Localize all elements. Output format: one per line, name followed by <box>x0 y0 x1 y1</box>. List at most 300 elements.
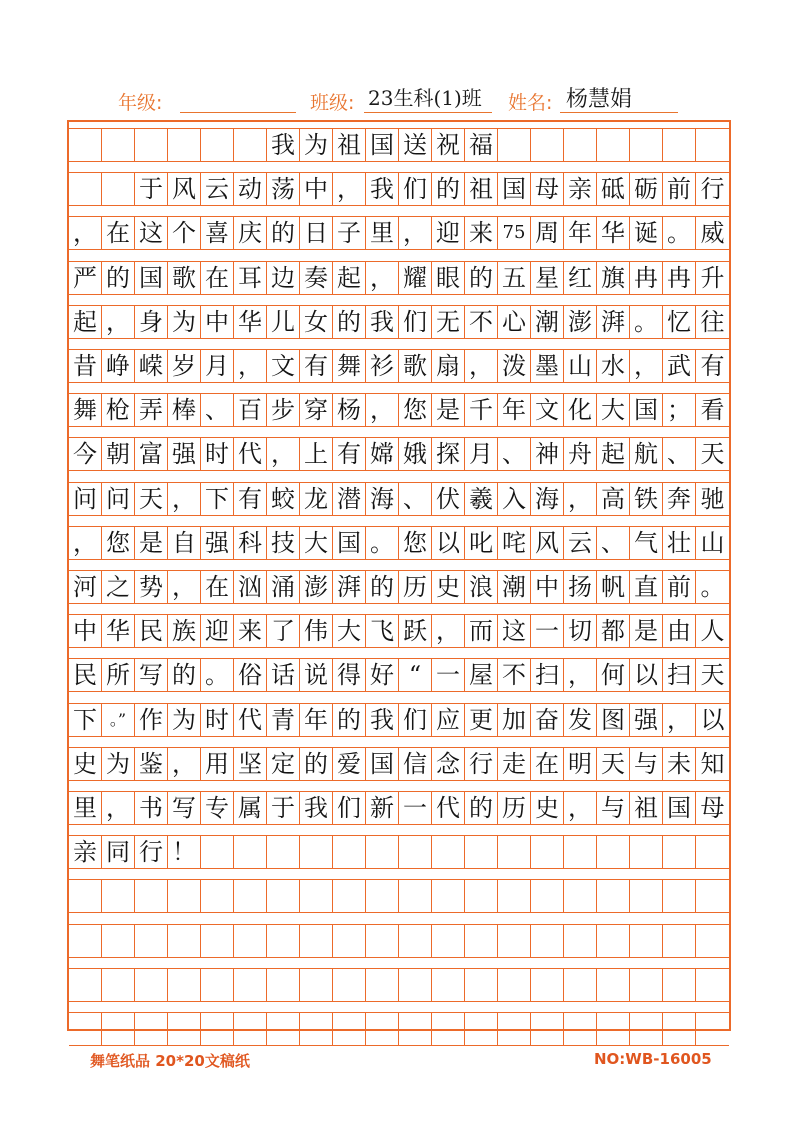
grid-cell: 话 <box>267 659 300 691</box>
grid-cell: 。 <box>201 659 234 691</box>
grid-cell: 文 <box>531 394 564 426</box>
grid-cell: 嵘 <box>135 350 168 382</box>
grid-cell: 砺 <box>630 173 663 205</box>
grid-cell: 国 <box>630 394 663 426</box>
grid-cell: 子 <box>333 217 366 249</box>
class-underline <box>364 112 492 113</box>
grid-cell <box>300 1013 333 1045</box>
grid-cell <box>465 880 498 912</box>
grid-cell <box>135 969 168 1001</box>
grid-cell: 荡 <box>267 173 300 205</box>
grid-cell: 国 <box>663 792 696 824</box>
grid-cell: 属 <box>234 792 267 824</box>
grid-cell: 航 <box>630 438 663 470</box>
grid-cell: 湃 <box>333 571 366 603</box>
grid-cell <box>69 173 102 205</box>
grid-cell: 天 <box>597 748 630 780</box>
grid-cell <box>432 880 465 912</box>
title-cell <box>630 129 663 161</box>
grid-cell: ， <box>168 483 201 515</box>
grid-cell: 我 <box>300 792 333 824</box>
grid-cell: 与 <box>630 748 663 780</box>
grid-cell: 起 <box>333 262 366 294</box>
grid-cell: 湃 <box>597 306 630 338</box>
grid-cell <box>102 880 135 912</box>
grid-cell <box>168 1013 201 1045</box>
grid-row <box>69 703 729 737</box>
grid-cell <box>201 969 234 1001</box>
grid-cell: 切 <box>564 615 597 647</box>
grid-row <box>69 570 729 604</box>
grid-cell <box>102 1013 135 1045</box>
grid-cell: 水 <box>597 350 630 382</box>
grid-cell: 潮 <box>498 571 531 603</box>
grid-cell: ， <box>663 704 696 736</box>
grid-cell: 山 <box>564 350 597 382</box>
grid-cell: 武 <box>663 350 696 382</box>
grid-cell <box>234 880 267 912</box>
grid-cell: 云 <box>564 527 597 559</box>
grid-cell <box>465 836 498 868</box>
grid-cell: 都 <box>597 615 630 647</box>
grid-cell: ， <box>564 659 597 691</box>
grid-cell: 国 <box>366 748 399 780</box>
grid-cell: 帆 <box>597 571 630 603</box>
grid-cell: 无 <box>432 306 465 338</box>
grid-cell <box>696 836 729 868</box>
grid-cell: 咤 <box>498 527 531 559</box>
grid-cell <box>399 969 432 1001</box>
grid-cell: 龙 <box>300 483 333 515</box>
manuscript-grid <box>67 120 731 1031</box>
name-value: 杨慧娟 <box>566 87 633 112</box>
grid-cell <box>366 969 399 1001</box>
title-cell <box>564 129 597 161</box>
grid-cell: 亲 <box>564 173 597 205</box>
grid-cell: 耳 <box>234 262 267 294</box>
grid-cell: 中 <box>300 173 333 205</box>
grid-cell: 扫 <box>531 659 564 691</box>
grid-cell: 您 <box>399 394 432 426</box>
class-value: 23生科(1)班 <box>368 86 482 110</box>
grid-cell: 驰 <box>700 484 725 513</box>
grid-cell: 心 <box>498 306 531 338</box>
grid-cell: 得 <box>333 659 366 691</box>
grid-cell: 来 <box>234 615 267 647</box>
grid-cell: 往 <box>700 307 725 336</box>
grid-cell: 千 <box>465 394 498 426</box>
grid-cell: 强 <box>168 438 201 470</box>
grid-cell: 汹 <box>234 571 267 603</box>
title-cell: 福 <box>465 129 498 161</box>
grid-cell: 有 <box>234 483 267 515</box>
grid-cell <box>234 1013 267 1045</box>
grid-cell: 明 <box>564 748 597 780</box>
grid-cell: 喜 <box>201 217 234 249</box>
grid-cell: 。” <box>102 704 135 736</box>
grid-cell: 文 <box>267 350 300 382</box>
title-cell <box>135 129 168 161</box>
grid-cell: 鉴 <box>135 748 168 780</box>
grid-row <box>69 526 729 560</box>
grid-cell: 海 <box>366 483 399 515</box>
grid-cell <box>366 836 399 868</box>
grid-cell: 信 <box>399 748 432 780</box>
grid-cell: 科 <box>234 527 267 559</box>
grid-cell: 一 <box>432 659 465 691</box>
grid-cell: 祖 <box>630 792 663 824</box>
grid-cell <box>597 836 630 868</box>
grid-cell: ， <box>564 792 597 824</box>
grid-cell <box>300 836 333 868</box>
grid-cell <box>531 969 564 1001</box>
grid-cell: 与 <box>597 792 630 824</box>
grid-cell <box>333 969 366 1001</box>
grid-cell: 作 <box>135 704 168 736</box>
grid-cell: 富 <box>135 438 168 470</box>
grid-cell: 扫 <box>663 659 696 691</box>
grid-cell: 知 <box>700 749 725 778</box>
grid-row <box>69 482 729 516</box>
grid-cell <box>498 1013 531 1045</box>
grid-cell <box>663 969 696 1001</box>
grid-cell: 墨 <box>531 350 564 382</box>
grid-cell <box>69 925 102 957</box>
grid-cell: 问 <box>69 483 102 515</box>
grid-cell <box>399 925 432 957</box>
grid-cell: 史 <box>69 748 102 780</box>
grid-row <box>69 393 729 427</box>
grid-cell: 泼 <box>498 350 531 382</box>
grid-cell: 这 <box>135 217 168 249</box>
grid-cell: 我 <box>366 306 399 338</box>
grid-cell: 冉 <box>663 262 696 294</box>
grid-cell: 朝 <box>102 438 135 470</box>
grid-cell: 代 <box>234 438 267 470</box>
grid-cell: ， <box>102 306 135 338</box>
grid-cell: 严 <box>69 262 102 294</box>
grid-cell: 冉 <box>630 262 663 294</box>
grid-cell: 天 <box>700 440 725 469</box>
grid-row <box>69 747 729 781</box>
title-cell <box>69 129 102 161</box>
grid-row <box>69 437 729 471</box>
grid-row <box>69 1012 729 1046</box>
grid-cell: 大 <box>333 615 366 647</box>
grid-cell: 代 <box>234 704 267 736</box>
grid-cell: 历 <box>399 571 432 603</box>
grid-cell: 这 <box>498 615 531 647</box>
grid-cell: 年 <box>564 217 597 249</box>
grid-cell: 壮 <box>663 527 696 559</box>
grid-cell: 的 <box>333 306 366 338</box>
grid-cell: 迎 <box>201 615 234 647</box>
grid-cell: 跃 <box>399 615 432 647</box>
grid-cell: 一 <box>531 615 564 647</box>
grid-cell: 天 <box>700 661 725 690</box>
grid-cell: 风 <box>531 527 564 559</box>
grid-cell: 大 <box>597 394 630 426</box>
grid-cell: 史 <box>432 571 465 603</box>
grid-cell: 更 <box>465 704 498 736</box>
grid-cell <box>597 925 630 957</box>
grid-cell: 以 <box>630 659 663 691</box>
grid-cell: 今 <box>69 438 102 470</box>
grid-cell: 忆 <box>663 306 696 338</box>
grid-cell: 为 <box>168 704 201 736</box>
grid-cell: 歌 <box>168 262 201 294</box>
grid-cell: 一 <box>399 792 432 824</box>
grid-cell <box>333 1013 366 1045</box>
grid-cell: 们 <box>399 704 432 736</box>
grid-cell: 旗 <box>597 262 630 294</box>
grid-cell: ， <box>234 350 267 382</box>
grid-cell: 步 <box>267 394 300 426</box>
grid-cell: 行 <box>700 175 725 204</box>
grid-cell: 族 <box>168 615 201 647</box>
grid-cell: 您 <box>399 527 432 559</box>
grid-cell <box>663 880 696 912</box>
grid-cell: 铁 <box>630 483 663 515</box>
grid-cell: 入 <box>498 483 531 515</box>
grid-cell <box>333 880 366 912</box>
grid-cell: 们 <box>399 173 432 205</box>
grid-cell: 强 <box>201 527 234 559</box>
grid-cell <box>663 1013 696 1045</box>
grid-cell <box>531 1013 564 1045</box>
grid-cell: 中 <box>201 306 234 338</box>
grid-cell: 说 <box>300 659 333 691</box>
paper-code: NO:WB-16005 <box>594 1050 712 1068</box>
grid-cell: 的 <box>333 704 366 736</box>
grid-cell: 发 <box>564 704 597 736</box>
grid-cell: 奋 <box>531 704 564 736</box>
grid-cell: 的 <box>465 792 498 824</box>
grid-cell <box>201 1013 234 1045</box>
title-cell: 祝 <box>432 129 465 161</box>
grid-cell <box>102 173 135 205</box>
grid-cell: 伏 <box>432 483 465 515</box>
grade-underline <box>180 112 296 113</box>
title-cell: 国 <box>366 129 399 161</box>
grid-cell: ； <box>663 394 696 426</box>
grid-cell: 不 <box>498 659 531 691</box>
grid-cell: 有 <box>700 352 725 380</box>
grid-cell: 涌 <box>267 571 300 603</box>
name-label: 姓名: <box>508 92 553 114</box>
paper-brand: 舞笔纸品 20*20文稿纸 <box>90 1052 250 1070</box>
grid-cell: 您 <box>102 527 135 559</box>
grid-cell: 写 <box>168 792 201 824</box>
grid-cell: 行 <box>465 748 498 780</box>
grid-cell <box>498 836 531 868</box>
grid-cell: 前 <box>663 173 696 205</box>
grid-cell: 庆 <box>234 217 267 249</box>
grid-cell: 专 <box>201 792 234 824</box>
grid-cell: 岁 <box>168 350 201 382</box>
grid-cell: 年 <box>498 394 531 426</box>
grid-cell: 化 <box>564 394 597 426</box>
grid-cell <box>267 880 300 912</box>
grid-cell: ， <box>102 792 135 824</box>
grid-cell: 为 <box>102 748 135 780</box>
title-cell: 送 <box>399 129 432 161</box>
grid-cell <box>564 969 597 1001</box>
grid-cell: 是 <box>630 615 663 647</box>
grid-cell <box>432 969 465 1001</box>
grid-cell: 国 <box>135 262 168 294</box>
grid-cell <box>564 836 597 868</box>
grid-cell: 人 <box>700 617 725 646</box>
grid-cell: “ <box>399 659 432 691</box>
grid-cell: ！ <box>168 836 201 868</box>
grid-cell <box>399 836 432 868</box>
grid-cell <box>333 836 366 868</box>
grid-cell <box>69 1013 102 1045</box>
grid-cell: 弄 <box>135 394 168 426</box>
grid-cell: 的 <box>102 262 135 294</box>
grid-cell <box>168 880 201 912</box>
grid-cell: 砥 <box>597 173 630 205</box>
title-cell <box>102 129 135 161</box>
grid-cell <box>663 925 696 957</box>
form-header <box>0 80 799 120</box>
grid-cell: ， <box>333 173 366 205</box>
grid-row <box>69 216 729 250</box>
grid-cell: 看 <box>700 396 725 425</box>
grid-cell: 女 <box>300 306 333 338</box>
title-cell <box>234 129 267 161</box>
grid-cell: 书 <box>135 792 168 824</box>
grid-cell: 的 <box>432 173 465 205</box>
grid-cell <box>465 969 498 1001</box>
grid-cell: 时 <box>201 438 234 470</box>
grid-cell <box>366 925 399 957</box>
title-row <box>69 128 729 162</box>
grid-cell: 百 <box>234 394 267 426</box>
grid-cell: 中 <box>531 571 564 603</box>
grid-cell: 威 <box>700 219 725 248</box>
grid-cell <box>696 925 729 957</box>
grid-cell: 所 <box>102 659 135 691</box>
grid-cell: ， <box>399 217 432 249</box>
grid-cell <box>234 925 267 957</box>
title-cell: 我 <box>267 129 300 161</box>
grid-cell: 浪 <box>465 571 498 603</box>
grid-cell <box>267 925 300 957</box>
grid-cell: 澎 <box>300 571 333 603</box>
grid-cell: 叱 <box>465 527 498 559</box>
grid-cell <box>564 880 597 912</box>
grid-cell <box>498 969 531 1001</box>
grid-cell: 舞 <box>333 350 366 382</box>
grid-cell: 舟 <box>564 438 597 470</box>
grid-cell: 周 <box>531 217 564 249</box>
grid-cell: 气 <box>630 527 663 559</box>
grid-cell: 里 <box>69 792 102 824</box>
grid-cell: 边 <box>267 262 300 294</box>
grid-cell: 来 <box>465 217 498 249</box>
grid-cell: 是 <box>432 394 465 426</box>
grid-cell: 云 <box>201 173 234 205</box>
grid-cell: 。 <box>700 573 725 601</box>
grid-cell: 史 <box>531 792 564 824</box>
grid-cell <box>234 836 267 868</box>
grid-cell <box>135 925 168 957</box>
grid-cell <box>300 880 333 912</box>
grid-cell: 于 <box>267 792 300 824</box>
grid-row <box>69 261 729 295</box>
grid-cell: 里 <box>366 217 399 249</box>
grid-cell: 杨 <box>333 394 366 426</box>
grid-cell: 嫦 <box>366 438 399 470</box>
grid-cell: 前 <box>663 571 696 603</box>
grid-cell: 爱 <box>333 748 366 780</box>
grid-cell: 华 <box>102 615 135 647</box>
grid-cell <box>201 925 234 957</box>
grid-cell <box>564 1013 597 1045</box>
grid-cell <box>366 1013 399 1045</box>
grid-cell <box>399 880 432 912</box>
grid-cell: 是 <box>135 527 168 559</box>
grid-cell: 月 <box>465 438 498 470</box>
grid-cell: 我 <box>366 173 399 205</box>
grid-cell: 的 <box>300 748 333 780</box>
grid-row <box>69 305 729 339</box>
grid-cell <box>465 1013 498 1045</box>
grid-cell: 强 <box>630 704 663 736</box>
class-label: 班级: <box>310 92 355 114</box>
grid-cell: 娥 <box>399 438 432 470</box>
grid-cell: 国 <box>498 173 531 205</box>
title-cell <box>168 129 201 161</box>
grid-cell <box>267 836 300 868</box>
grid-cell <box>333 925 366 957</box>
grid-row <box>69 614 729 648</box>
grid-cell <box>630 925 663 957</box>
grid-cell: 民 <box>135 615 168 647</box>
grid-cell: 在 <box>531 748 564 780</box>
grid-cell: 以 <box>700 705 725 734</box>
grid-cell: 我 <box>366 704 399 736</box>
grade-label: 年级: <box>118 92 163 114</box>
grid-cell: 直 <box>630 571 663 603</box>
grid-cell: 穿 <box>300 394 333 426</box>
grid-cell: ， <box>630 350 663 382</box>
grid-cell: 之 <box>102 571 135 603</box>
grid-cell: 眼 <box>432 262 465 294</box>
grid-cell: 扇 <box>432 350 465 382</box>
grid-cell: 何 <box>597 659 630 691</box>
grid-cell <box>531 880 564 912</box>
grid-cell: 75 <box>498 217 531 249</box>
grid-cell: 华 <box>234 306 267 338</box>
grid-cell <box>498 880 531 912</box>
grid-cell: 问 <box>102 483 135 515</box>
grid-cell <box>69 880 102 912</box>
grid-row <box>69 172 729 206</box>
grid-cell: 走 <box>498 748 531 780</box>
grid-cell <box>234 969 267 1001</box>
grid-cell: 枪 <box>102 394 135 426</box>
title-cell <box>663 129 696 161</box>
grid-row <box>69 879 729 913</box>
grid-cell: 们 <box>333 792 366 824</box>
grid-cell: 起 <box>597 438 630 470</box>
title-cell: 祖 <box>333 129 366 161</box>
grid-row <box>69 658 729 692</box>
grid-cell: 在 <box>201 571 234 603</box>
